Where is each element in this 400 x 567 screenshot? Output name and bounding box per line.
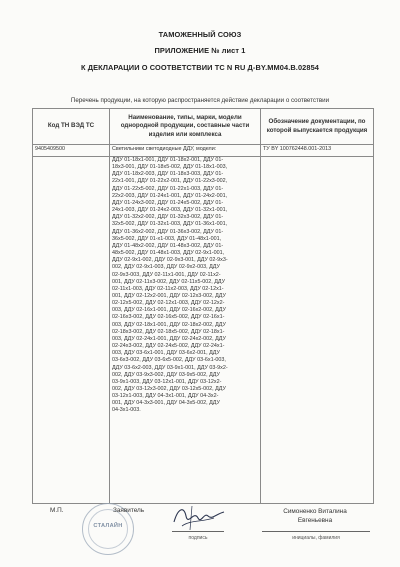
signature-caption: подпись — [188, 535, 208, 541]
cell-code — [33, 145, 110, 157]
col-header-code: Код ТН ВЭД ТС — [33, 109, 110, 145]
model-line: 002, ДДУ 02-9х1-003, ДДУ 02-9х2-003, ДДУ — [112, 264, 220, 271]
model-line: 36х5-002, ДДУ 01-х1-003, ДДУ 01-48х1-001, — [112, 235, 222, 242]
model-line: 02-9х3-003, ДДУ 02-11х1-001, ДДУ 02-11х2- — [112, 271, 221, 278]
model-line: 001, ДДУ 04-3х3-001, ДДУ 04-3х5-002, ДДУ — [112, 400, 220, 407]
cell-code-empty — [33, 157, 110, 504]
model-line: 03-6х3-002, ДДУ 03-6х5-002, ДДУ 03-6х1-003, — [112, 357, 226, 364]
model-list — [110, 157, 260, 415]
fio-line2: Евгеньевна — [297, 517, 333, 524]
model-line: 22х1-001, ДДУ 01-22х2-001, ДДУ 01-22х3-002, — [112, 178, 228, 185]
header-union: ТАМОЖЕННЫЙ СОЮЗ — [158, 30, 242, 39]
model-line: 001, ДДУ 02-12х2-001, ДДУ 02-12х3-002, ДДУ — [112, 292, 226, 299]
model-line: 003, ДДУ 02-18х1-001, ДДУ 02-18х2-002, ДДУ — [112, 321, 226, 328]
doc-designation: ТУ BY 100762448.001-2013 — [263, 146, 332, 152]
model-line: 03-12х1-003, ДДУ 04-3х1-001, ДДУ 04-3х2- — [112, 393, 219, 400]
model-line: ДДУ 01-32х2-002, ДДУ 01-32х3-002, ДДУ 01- — [112, 214, 224, 221]
model-line: 002, ДДУ 03-12х3-002, ДДУ 03-12х5-002, ДДУ — [112, 386, 226, 392]
model-line: 32х5-002, ДДУ 01-32х1-003, ДДУ 01-36х1-001, — [112, 221, 228, 228]
model-line: 001, ДДУ 02-11х3-002, ДДУ 02-11х5-002, ДДУ — [112, 278, 226, 285]
tnved-code: 9405409500 — [35, 146, 65, 152]
model-line: ДДУ 02-9х1-002, ДДУ 02-9х3-001, ДДУ 02-9х3- — [112, 257, 228, 264]
model-line: 02-18х3-002, ДДУ 02-18х5-002, ДДУ 02-18х1- — [112, 328, 225, 335]
name-caption: инициалы, фамилия — [292, 535, 340, 541]
model-line: 18х3-001, ДДУ 01-18х5-002, ДДУ 01-18х1-003, — [112, 164, 228, 171]
model-line: 04-3х1-003. — [112, 407, 141, 414]
name-line — [262, 531, 370, 532]
col-header-name: Наименование, типы, марки, модели однородной продукции, составные части изделия или комплекса — [110, 109, 261, 145]
model-line: ДДУ 01-36х2-002, ДДУ 01-36х3-002, ДДУ 01- — [112, 228, 224, 235]
cell-name — [110, 145, 261, 157]
product-table — [32, 108, 374, 504]
model-line: ДДУ 01-24х3-002, ДДУ 01-24х5-002, ДДУ 01- — [112, 199, 224, 206]
applicant-label: Заявитель — [113, 507, 145, 514]
model-line: 03-9х1-003, ДДУ 03-12х1-001, ДДУ 03-12х2- — [112, 378, 222, 385]
model-line: ДДУ 01-18х1-001, ДДУ 01-18х2-001, ДДУ 01- — [112, 157, 224, 163]
intro-text: Перечень продукции, на которую распространяется действие декларации о соответствии — [70, 97, 330, 104]
model-line: 22х2-003, ДДУ 01-24х1-001, ДДУ 01-24х2-001, — [112, 192, 228, 199]
model-line: 24х1-003, ДДУ 01-24х2-003, ДДУ 01-32х1-001, — [112, 207, 228, 214]
model-line: ДДУ 01-18х2-003, ДДУ 01-18х3-003, ДДУ 01- — [112, 171, 224, 178]
header-appendix: ПРИЛОЖЕНИЕ № лист 1 — [154, 46, 246, 55]
model-line: 002, ДДУ 03-9х3-002, ДДУ 03-9х5-002, ДДУ — [112, 371, 220, 378]
model-line: 02-16х3-002, ДДУ 02-16х5-002, ДДУ 02-16х1- — [112, 314, 225, 321]
model-line: 48х5-002, ДДУ 01-48х1-003, ДДУ 02-9х1-001, — [112, 250, 225, 257]
signature-scribble — [168, 500, 232, 534]
model-line: 02-24х3-002, ДДУ 02-24х5-002, ДДУ 02-24х1- — [112, 343, 225, 350]
model-line: 003, ДДУ 02-24х1-001, ДДУ 02-24х2-002, ДДУ — [112, 335, 226, 342]
seal-label: М.П. — [50, 507, 64, 514]
signature-line — [172, 531, 224, 532]
model-line: 003, ДДУ 02-16х1-001, ДДУ 02-16х2-002, ДДУ — [112, 307, 226, 314]
product-name: Светильники светодиодные ДДУ, модели: — [112, 146, 217, 152]
applicant-name — [255, 507, 375, 525]
model-line: ДДУ 01-48х2-002, ДДУ 01-48х3-002, ДДУ 01- — [112, 242, 224, 249]
model-line: 02-11х1-003, ДДУ 02-11х2-003, ДДУ 02-12х1- — [112, 285, 224, 292]
fio-line1: Симоненко Виталина — [283, 508, 347, 515]
model-line: ДДУ 01-22х5-002, ДДУ 01-22х1-003, ДДУ 01- — [112, 185, 224, 192]
stamp-text: СТАЛАЙН — [93, 523, 123, 529]
model-line: 02-12х5-002, ДДУ 02-12х1-003, ДДУ 02-12х2- — [112, 300, 225, 307]
model-line: ДДУ 03-6х2-003, ДДУ 03-9х1-001, ДДУ 03-9х2- — [112, 364, 228, 371]
col-header-doc: Обозначение документации, по которой выпускается продукция — [261, 109, 374, 145]
cell-doc — [261, 145, 374, 157]
cell-doc-empty — [261, 157, 374, 504]
header-declaration: К ДЕКЛАРАЦИИ О СООТВЕТСТВИИ ТС N RU Д-BY.ММ04.В.02854 — [81, 63, 319, 72]
model-line: 003, ДДУ 03-6х1-001, ДДУ 03-6х2-001, ДДУ — [112, 350, 220, 357]
cell-models — [110, 157, 261, 504]
